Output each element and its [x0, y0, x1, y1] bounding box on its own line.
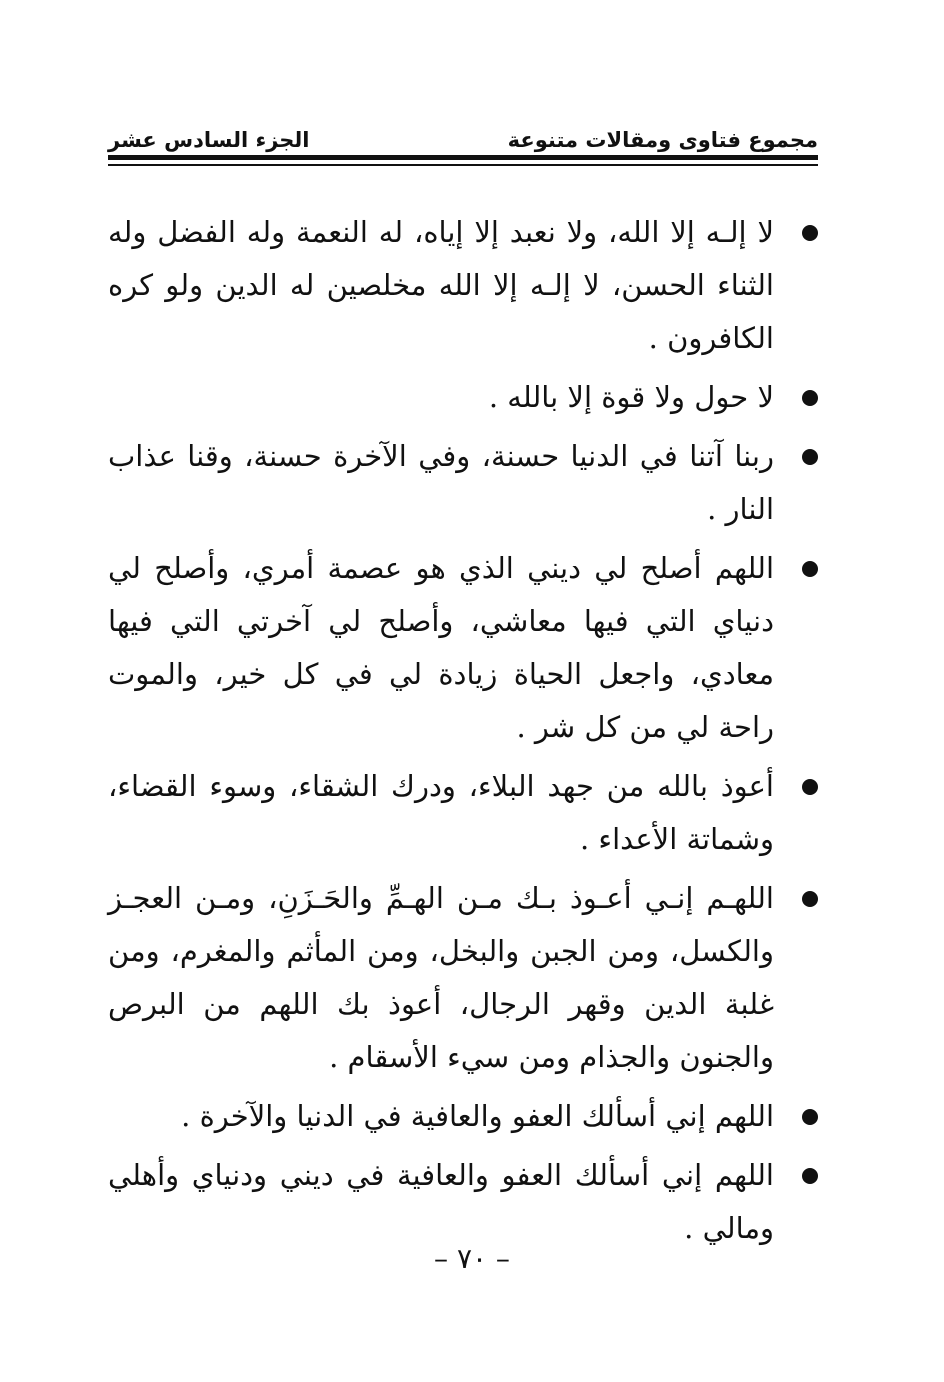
- bullet: [774, 206, 818, 259]
- bullet-dot-icon: [802, 1168, 818, 1184]
- header-rule-thick: [108, 155, 818, 160]
- list-item: [108, 1149, 818, 1255]
- list-item-text: أعوذ بالله من جهد البلاء، ودرك الشقاء، وسوء القضاء، وشماتة الأعداء .: [108, 769, 774, 856]
- list-item-text: اللهـم إنـي أعـوذ بـك مـن الهـمِّ والحَـزَنِ، ومـن العجـز والكسل، ومن الجبن والبخل، ومن المأثم والمغرم، ومن غلبة الدين وقهر الرجال، أعوذ بك اللهم من البرص والجنون والجذام ومن سيء الأسقام .: [108, 881, 774, 1074]
- bullet: [774, 872, 818, 925]
- bullet: [774, 430, 818, 483]
- bullet-dot-icon: [802, 225, 818, 241]
- bullet: [774, 371, 818, 424]
- list-item: [108, 371, 818, 424]
- list-item-text: اللهم إني أسألك العفو والعافية في ديني ودنياي وأهلي ومالي .: [108, 1158, 774, 1245]
- book-title: مجموع فتاوى ومقالات متنوعة: [507, 128, 818, 152]
- list-item-text: اللهم أصلح لي ديني الذي هو عصمة أمري، وأصلح لي دنياي التي فيها معاشي، وأصلح لي آخرتي التي فيها معادي، واجعل الحياة زيادة لي في كل خير، والموت راحة لي من كل شر .: [108, 551, 774, 744]
- bullet: [774, 1149, 818, 1202]
- list-item-text: لا إلـه إلا الله، ولا نعبد إلا إياه، له النعمة وله الفضل وله الثناء الحسن، لا إلـه إلا الله مخلصين له الدين ولو كره الكافرون .: [108, 215, 774, 355]
- bullet: [774, 542, 818, 595]
- list-item: [108, 760, 818, 866]
- list-item: [108, 1090, 818, 1143]
- volume-label: الجزء السادس عشر: [108, 128, 310, 152]
- bullet-dot-icon: [802, 390, 818, 406]
- list-item: [108, 206, 818, 365]
- bullet-dot-icon: [802, 891, 818, 907]
- list-item-text: اللهم إني أسألك العفو والعافية في الدنيا والآخرة .: [181, 1099, 774, 1133]
- list-item: [108, 542, 818, 754]
- list-item-text: ربنا آتنا في الدنيا حسنة، وفي الآخرة حسنة، وقنا عذاب النار .: [108, 439, 774, 526]
- bullet-dot-icon: [802, 561, 818, 577]
- header-rule-thin: [108, 164, 818, 166]
- page-number: – ٧٠ –: [434, 1242, 510, 1275]
- list-item: [108, 430, 818, 536]
- bullet-dot-icon: [802, 449, 818, 465]
- bullet: [774, 1090, 818, 1143]
- bullet-dot-icon: [802, 1109, 818, 1125]
- bullet-dot-icon: [802, 779, 818, 795]
- list-item-text: لا حول ولا قوة إلا بالله .: [488, 380, 774, 414]
- list-item: [108, 872, 818, 1084]
- bullet: [774, 760, 818, 813]
- supplication-list: [108, 206, 818, 1261]
- running-header: [108, 112, 818, 152]
